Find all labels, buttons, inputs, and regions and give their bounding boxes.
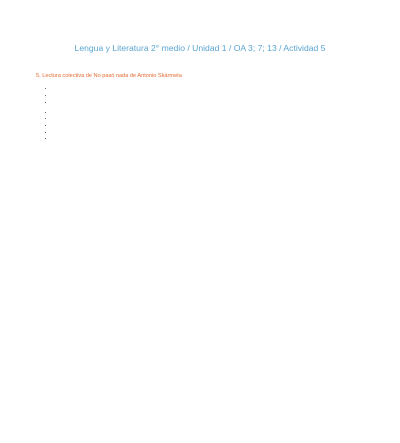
list-item <box>54 109 364 116</box>
bullet-list-aspects <box>36 109 364 142</box>
list-item <box>54 135 364 142</box>
list-item <box>54 122 364 129</box>
bullet-list-topics <box>36 85 364 105</box>
list-item <box>54 115 364 122</box>
section-title: 5. Lectura colectiva de No pasó nada de Antonio Skármeta <box>36 73 182 79</box>
list-item <box>54 85 364 92</box>
document-header: Lengua y Literatura 2° medio / Unidad 1 / OA 3; 7; 13 / Actividad 5 <box>74 43 326 53</box>
list-item <box>54 99 364 106</box>
document-page <box>0 43 400 443</box>
list-item <box>54 129 364 136</box>
list-item <box>54 92 364 99</box>
